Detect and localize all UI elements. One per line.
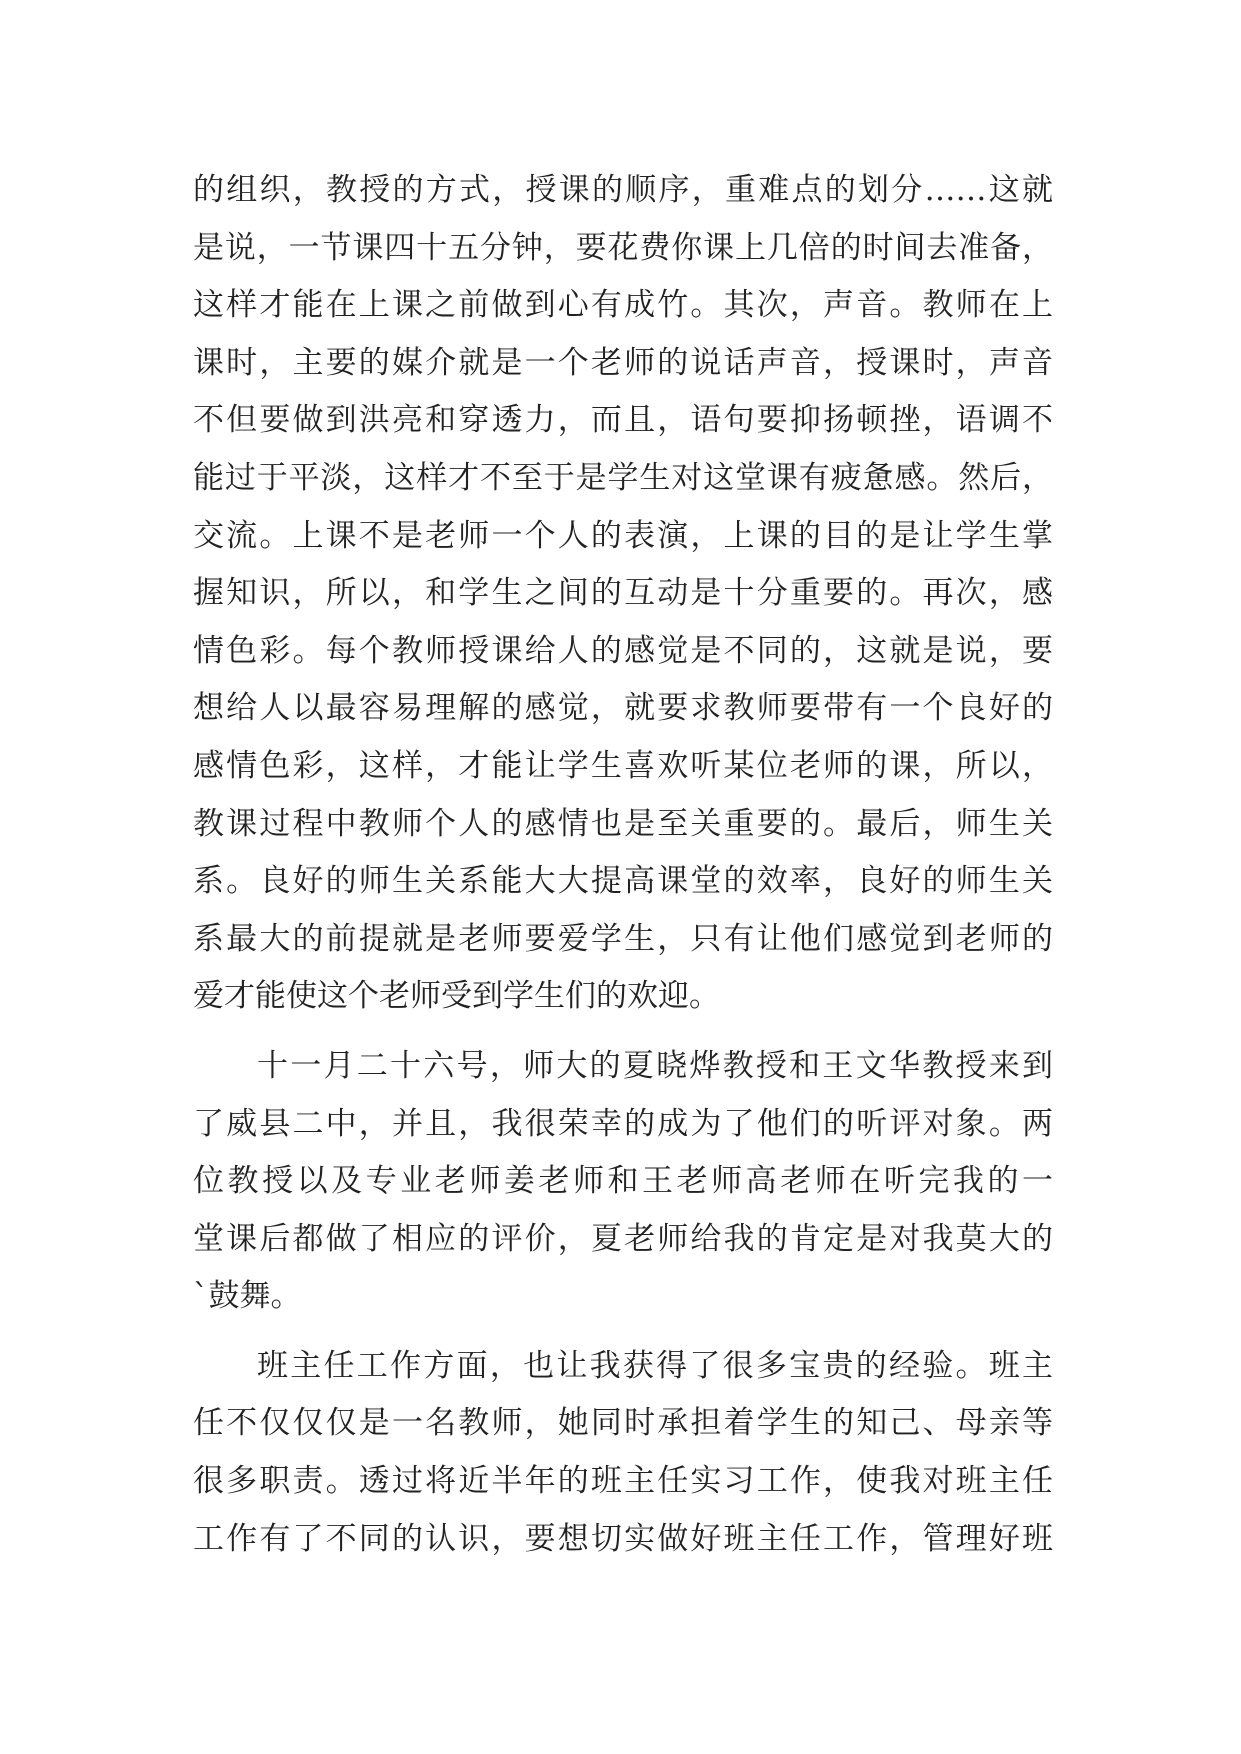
paragraph-1-line-9: 情色彩。每个教师授课给人的感觉是不同的，这就是说，要	[193, 632, 1053, 669]
paragraph-1-line-8: 握知识，所以，和学生之间的互动是十分重要的。再次，感	[193, 575, 1053, 612]
paragraph-2-line-2: 了威县二中，并且，我很荣幸的成为了他们的听评对象。两	[193, 1105, 1053, 1142]
paragraph-3-line-3: 很多职责。透过将近半年的班主任实习工作，使我对班主任	[193, 1463, 1053, 1500]
paragraph-1-line-15: 爱才能使这个老师受到学生们的欢迎。	[193, 978, 720, 1015]
paragraph-2-line-3: 位教授以及专业老师姜老师和王老师高老师在听完我的一	[193, 1163, 1053, 1200]
paragraph-1-line-12: 教课过程中教师个人的感情也是至关重要的。最后，师生关	[193, 805, 1053, 842]
paragraph-1-line-14: 系最大的前提就是老师要爱学生，只有让他们感觉到老师的	[193, 920, 1053, 957]
paragraph-1-line-3: 这样才能在上课之前做到心有成竹。其次，声音。教师在上	[193, 287, 1053, 324]
body-text	[193, 162, 1053, 1568]
paragraph-spacer	[193, 1026, 1053, 1038]
paragraph-2	[193, 1038, 1053, 1326]
paragraph-1-line-1: 的组织，教授的方式，授课的顺序，重难点的划分……这就	[193, 172, 1053, 208]
paragraph-3	[193, 1338, 1053, 1568]
paragraph-3-line-2: 任不仅仅仅是一名教师，她同时承担着学生的知己、母亲等	[193, 1405, 1053, 1442]
paragraph-1-line-2: 是说，一节课四十五分钟，要花费你课上几倍的时间去准备，	[193, 229, 1053, 266]
paragraph-2-line-1: 十一月二十六号，师大的夏晓烨教授和王文华教授来到	[257, 1047, 1053, 1084]
paragraph-1-line-4: 课时，主要的媒介就是一个老师的说话声音，授课时，声音	[193, 344, 1053, 381]
paragraph-2-line-5: `鼓舞。	[193, 1278, 302, 1315]
paragraph-2-line-4: 堂课后都做了相应的评价，夏老师给我的肯定是对我莫大的	[193, 1220, 1053, 1257]
paragraph-1-line-13: 系。良好的师生关系能大大提高课堂的效率，良好的师生关	[193, 863, 1053, 900]
paragraph-1	[193, 162, 1053, 1026]
paragraph-1-line-6: 能过于平淡，这样才不至于是学生对这堂课有疲惫感。然后，	[193, 459, 1053, 496]
paragraph-1-line-10: 想给人以最容易理解的感觉，就要求教师要带有一个良好的	[193, 690, 1053, 727]
paragraph-3-line-4: 工作有了不同的认识，要想切实做好班主任工作，管理好班	[193, 1520, 1053, 1557]
paragraph-spacer	[193, 1326, 1053, 1338]
paragraph-1-line-7: 交流。上课不是老师一个人的表演，上课的目的是让学生掌	[193, 517, 1053, 554]
paragraph-1-line-5: 不但要做到洪亮和穿透力，而且，语句要抑扬顿挫，语调不	[193, 402, 1053, 439]
paragraph-3-line-1: 班主任工作方面，也让我获得了很多宝贵的经验。班主	[257, 1347, 1053, 1384]
paragraph-1-line-11: 感情色彩，这样，才能让学生喜欢听某位老师的课，所以，	[193, 747, 1053, 784]
